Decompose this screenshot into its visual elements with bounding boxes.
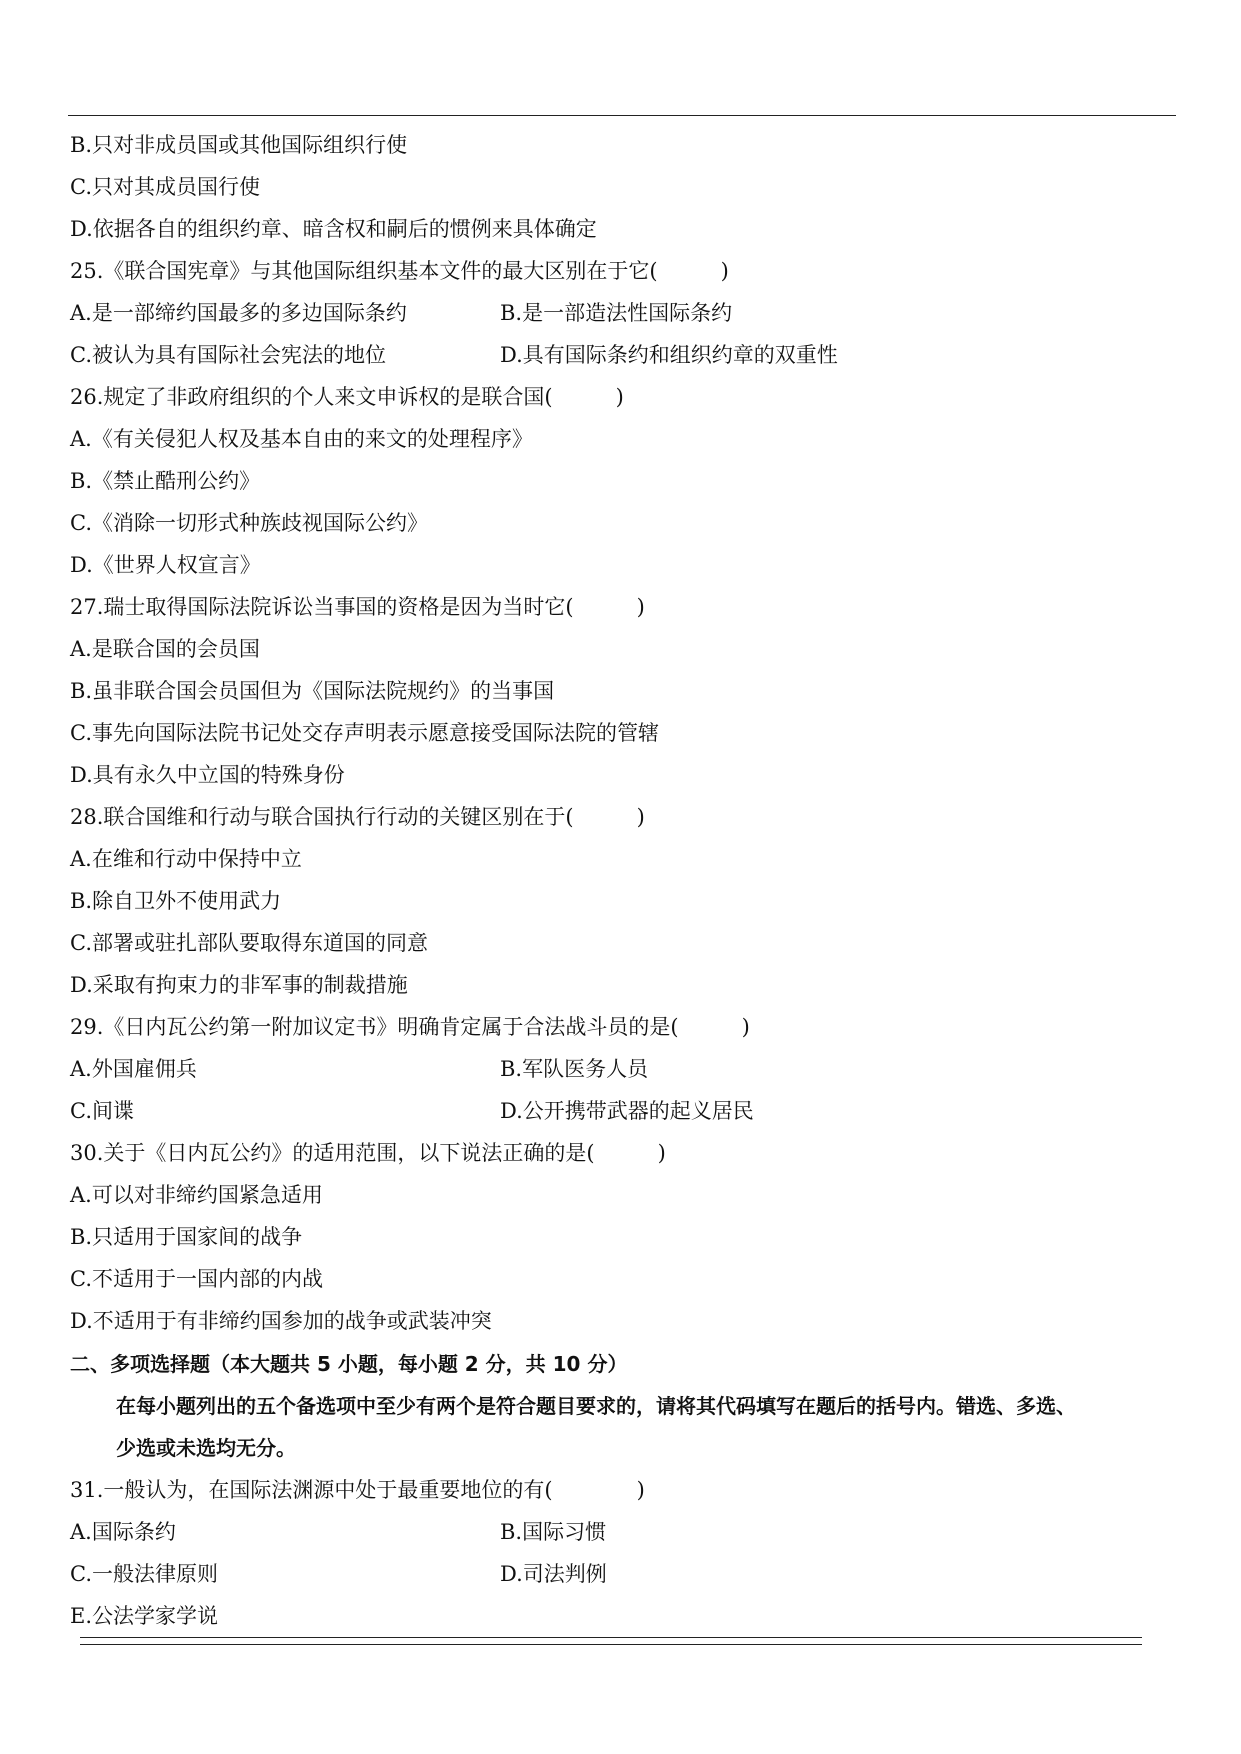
q28-option-b: B.除自卫外不使用武力 xyxy=(70,889,282,913)
q31-stem: 31.一般认为，在国际法渊源中处于最重要地位的有( ) xyxy=(70,1478,645,1502)
q28-option-c: C.部署或驻扎部队要取得东道国的同意 xyxy=(70,931,428,955)
q27-option-a: A.是联合国的会员国 xyxy=(70,637,260,661)
q24-option-c: C.只对其成员国行使 xyxy=(70,175,260,199)
section-instruction-line2: 少选或未选均无分。 xyxy=(116,1436,296,1460)
q29-option-a: A.外国雇佣兵 xyxy=(70,1057,197,1081)
q29-stem: 29.《日内瓦公约第一附加议定书》明确肯定属于合法战斗员的是( ) xyxy=(70,1015,750,1039)
q30-option-a: A.可以对非缔约国紧急适用 xyxy=(70,1183,323,1207)
q30-option-c: C.不适用于一国内部的内战 xyxy=(70,1267,323,1291)
q31-option-c: C.一般法律原则 xyxy=(70,1562,218,1586)
q28-stem: 28.联合国维和行动与联合国执行行动的关键区别在于( ) xyxy=(70,805,645,829)
q29-option-b: B.军队医务人员 xyxy=(500,1057,649,1081)
q30-stem: 30.关于《日内瓦公约》的适用范围，以下说法正确的是( ) xyxy=(70,1141,666,1165)
q29-option-c: C.间谍 xyxy=(70,1099,134,1123)
q26-option-c: C.《消除一切形式种族歧视国际公约》 xyxy=(70,511,428,535)
q25-option-c: C.被认为具有国际社会宪法的地位 xyxy=(70,343,386,367)
q27-option-b: B.虽非联合国会员国但为《国际法院规约》的当事国 xyxy=(70,679,555,703)
q27-option-c: C.事先向国际法院书记处交存声明表示愿意接受国际法院的管辖 xyxy=(70,721,659,745)
q29-option-d: D.公开携带武器的起义居民 xyxy=(500,1099,754,1123)
q25-option-a: A.是一部缔约国最多的多边国际条约 xyxy=(70,301,407,325)
q27-stem: 27.瑞士取得国际法院诉讼当事国的资格是因为当时它( ) xyxy=(70,595,645,619)
header-rule xyxy=(68,115,1176,116)
q25-stem: 25.《联合国宪章》与其他国际组织基本文件的最大区别在于它( ) xyxy=(70,259,729,283)
q30-option-d: D.不适用于有非缔约国参加的战争或武装冲突 xyxy=(70,1309,492,1333)
q31-option-e: E.公法学家学说 xyxy=(70,1604,219,1628)
q25-option-b: B.是一部造法性国际条约 xyxy=(500,301,733,325)
footer-double-rule xyxy=(80,1637,1142,1645)
q24-option-d: D.依据各自的组织约章、暗含权和嗣后的惯例来具体确定 xyxy=(70,217,597,241)
section-heading: 二、多项选择题（本大题共 5 小题，每小题 2 分，共 10 分） xyxy=(70,1352,628,1376)
q31-option-b: B.国际习惯 xyxy=(500,1520,607,1544)
q26-option-d: D.《世界人权宣言》 xyxy=(70,553,261,577)
q28-option-d: D.采取有拘束力的非军事的制裁措施 xyxy=(70,973,408,997)
q30-option-b: B.只适用于国家间的战争 xyxy=(70,1225,303,1249)
q26-stem: 26.规定了非政府组织的个人来文申诉权的是联合国( ) xyxy=(70,385,624,409)
q26-option-b: B.《禁止酷刑公约》 xyxy=(70,469,261,493)
q28-option-a: A.在维和行动中保持中立 xyxy=(70,847,302,871)
q31-option-a: A.国际条约 xyxy=(70,1520,176,1544)
q27-option-d: D.具有永久中立国的特殊身份 xyxy=(70,763,345,787)
q31-option-d: D.司法判例 xyxy=(500,1562,607,1586)
q26-option-a: A.《有关侵犯人权及基本自由的来文的处理程序》 xyxy=(70,427,533,451)
section-instruction-line1: 在每小题列出的五个备选项中至少有两个是符合题目要求的，请将其代码填写在题后的括号内。错选、多选、 xyxy=(116,1394,1076,1418)
q25-option-d: D.具有国际条约和组织约章的双重性 xyxy=(500,343,838,367)
q24-option-b: B.只对非成员国或其他国际组织行使 xyxy=(70,133,408,157)
